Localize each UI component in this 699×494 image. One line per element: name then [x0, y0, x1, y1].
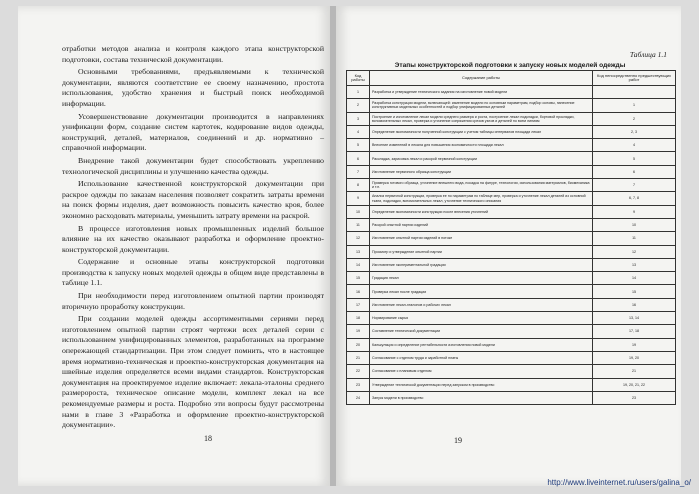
row-code: 5: [347, 139, 370, 152]
row-predecessors: [593, 86, 676, 99]
row-content: Согласование с отделом труда и заработной платы: [370, 351, 593, 364]
paragraph: Основными требованиями, предъявляемыми к технической документации, являются соответствие ее своему назначению, простота использования, удобство хранения и быстрый поиск необходимой информации.: [62, 67, 324, 108]
row-predecessors: 23: [593, 391, 676, 404]
row-predecessors: 1: [593, 99, 676, 112]
row-code: 2: [347, 99, 370, 112]
header-code: Код работы: [347, 71, 370, 86]
row-code: 11: [347, 218, 370, 231]
row-predecessors: 12: [593, 245, 676, 258]
row-predecessors: 14: [593, 272, 676, 285]
row-code: 14: [347, 258, 370, 271]
paragraph: При необходимости перед изготовлением опытной партии производят вторичную проработку конструкции.: [62, 291, 324, 311]
row-predecessors: 16: [593, 298, 676, 311]
table-row: [347, 378, 676, 391]
row-code: 9: [347, 192, 370, 205]
row-content: Запуск модели в производство: [370, 391, 593, 404]
table-row: [347, 312, 676, 325]
row-predecessors: 7: [593, 179, 676, 192]
table-row: [347, 112, 676, 125]
row-code: 18: [347, 312, 370, 325]
row-content: Изготовление экспериментальной градации: [370, 258, 593, 271]
table-row: [347, 365, 676, 378]
table-row: [347, 351, 676, 364]
row-code: 16: [347, 285, 370, 298]
row-code: 20: [347, 338, 370, 351]
row-content: Определение экономичности конструкции после внесения уточнений: [370, 205, 593, 218]
row-predecessors: 11: [593, 232, 676, 245]
table-row: [347, 232, 676, 245]
row-code: 7: [347, 165, 370, 178]
row-predecessors: 9: [593, 205, 676, 218]
left-page: [18, 6, 330, 486]
row-content: Утверждение технической документации перед запуском в производство: [370, 378, 593, 391]
row-code: 13: [347, 245, 370, 258]
table-row: [347, 205, 676, 218]
paragraph: При создании моделей одежды ассортиментными сериями перед изготовлением опытной партии строят чертежи всех деталей серии с использованием унифицированных элементов, разработанных на программе опережающей стандартизации. При этом следует помнить, что в настоящее время нормативно-техническая и проектно-конструкторская документация на швейные изделия определяется всеми видами стандартов. Конструкторская документация на проектируемое изделие включает: лекала-эталоны среднего размероростa, техническое описание модели, комплект лекал на все рекомендуемые размеры и роста. Подробно эти вопросы будут рассмотрены нами в главе 3 «Разработка и оформление проектно-конструкторской документации».: [62, 314, 324, 430]
row-code: 21: [347, 351, 370, 364]
table-row: [347, 391, 676, 404]
row-predecessors: 6: [593, 165, 676, 178]
left-page-text: [62, 44, 324, 433]
row-content: Просмотр и утверждение опытной партии: [370, 245, 593, 258]
row-content: Согласование с плановым отделом: [370, 365, 593, 378]
table-row: [347, 325, 676, 338]
table-label: Таблица 1.1: [629, 50, 667, 59]
row-code: 8: [347, 179, 370, 192]
page-number: 19: [454, 436, 462, 445]
row-content: Анализ первичной конструкции, проверка ее по параметрам по таблице мер, проверка и уточнение лекал деталей из основной ткани, подкладки, вспомогательных лекал, уточнение технического описания: [370, 192, 593, 205]
table-title: Этапы конструкторской подготовки к запуску новых моделей одежды: [394, 62, 626, 69]
row-content: Внесение изменений в лекала для повышения экономичности площади лекал: [370, 139, 593, 152]
paragraph: отработки методов анализа и контроля каждого этапа конструкторской подготовки, состава технической документации.: [62, 44, 324, 64]
row-predecessors: 19, 20, 21, 22: [593, 378, 676, 391]
table-row: [347, 139, 676, 152]
row-code: 22: [347, 365, 370, 378]
table-row: [347, 258, 676, 271]
row-code: 3: [347, 112, 370, 125]
row-content: Примерка готового образца, уточнение внешнего вида, посадка на фигуре, технологии, использования материалов, биомеханика и т.п.: [370, 179, 593, 192]
table-row: [347, 152, 676, 165]
row-predecessors: 13, 14: [593, 312, 676, 325]
table-row: [347, 99, 676, 112]
row-predecessors: 5: [593, 152, 676, 165]
row-code: 6: [347, 152, 370, 165]
row-predecessors: 2: [593, 112, 676, 125]
row-content: Построение и изготовление лекал модели среднего размера и роста, построение лекал подкладки, бортовой прокладки, вспомогательных лекал, проверка и уточнение сопряжения срезов узлов и деталей по всем линиям: [370, 112, 593, 125]
row-code: 23: [347, 378, 370, 391]
row-code: 1: [347, 86, 370, 99]
table-row: [347, 86, 676, 99]
table-row: [347, 285, 676, 298]
paragraph: Внедрение такой документации будет способствовать укреплению технологической дисциплины и улучшению качества одежды.: [62, 155, 324, 176]
row-code: 12: [347, 232, 370, 245]
table-row: [347, 272, 676, 285]
table-row: [347, 165, 676, 178]
row-predecessors: 21: [593, 365, 676, 378]
table-row: [347, 192, 676, 205]
row-code: 19: [347, 325, 370, 338]
header-content: Содержание работы: [370, 71, 593, 86]
row-predecessors: 15: [593, 285, 676, 298]
row-content: Изготовление опытной партии изделий в потоке: [370, 232, 593, 245]
row-code: 24: [347, 391, 370, 404]
row-content: Проверка лекал после градации: [370, 285, 593, 298]
row-predecessors: 19, 20: [593, 351, 676, 364]
row-content: Изготовление лекал-эталонов и рабочих лекал: [370, 298, 593, 311]
stages-table: [346, 70, 676, 405]
source-url: http://www.liveinternet.ru/users/galina_o/: [547, 478, 691, 487]
row-code: 17: [347, 298, 370, 311]
table-row: [347, 179, 676, 192]
table-row: [347, 125, 676, 138]
table-row: [347, 245, 676, 258]
row-predecessors: 10: [593, 218, 676, 231]
row-content: Изготовление первичного образца конструкции: [370, 165, 593, 178]
paragraph: Использование качественной конструкторской документации при раскрое одежды по заказам населения позволяет сократить затраты времени на поиск формы изделия, дает возможность повысить качество кроя, более экономно расходовать материалы, уменьшить затрату времени на раскрой.: [62, 179, 324, 220]
row-content: Раскладка, зарисовка лекал и раскрой первичной конструкции: [370, 152, 593, 165]
table-row: [347, 338, 676, 351]
row-predecessors: 4: [593, 139, 676, 152]
table-header-row: [347, 71, 676, 86]
row-content: Нормирование сырья: [370, 312, 593, 325]
row-code: 10: [347, 205, 370, 218]
table-row: [347, 218, 676, 231]
row-predecessors: 19: [593, 338, 676, 351]
table-row: [347, 298, 676, 311]
row-content: Составление технической документации: [370, 325, 593, 338]
row-content: Калькуляция и определение рентабельности изготовления новой модели: [370, 338, 593, 351]
row-content: Определение экономичности полученной конструкции с учетом таблицы интервалов площади лекал: [370, 125, 593, 138]
paragraph: Содержание и основные этапы конструкторской подготовки производства к запуску новых моделей одежды в общем виде представлены в таблице 1.1.: [62, 257, 324, 288]
row-predecessors: 2, 3: [593, 125, 676, 138]
row-content: Разработка конструкции модели, включающей: изменение модели по основным параметрам, подбор основы, нанесение конструктивных модельных особенностей и подбор унифицированных деталей: [370, 99, 593, 112]
row-code: 15: [347, 272, 370, 285]
row-content: Разработка и утверждение технического задания на изготовление новой модели: [370, 86, 593, 99]
right-page: [336, 6, 681, 486]
page-number: 18: [204, 434, 212, 443]
row-predecessors: 17, 18: [593, 325, 676, 338]
row-code: 4: [347, 125, 370, 138]
header-predecessors: Код непосредственно предшествующих работ: [593, 71, 676, 86]
paragraph: Усовершенствование документации производится в направлениях унификации форм, создание систем картотек, кодирование видов одежды, конструкций, деталей, материалов, соединений и др. нормативно – справочной информации.: [62, 111, 324, 153]
row-content: Раскрой опытной партии изделий: [370, 218, 593, 231]
row-predecessors: 13: [593, 258, 676, 271]
row-content: Градация лекал: [370, 272, 593, 285]
paragraph: В процессе изготовления новых промышленных изделий большое влияние на их качество оказывают разработка и оформление проектно-конструкторской документации.: [62, 223, 324, 254]
row-predecessors: 6, 7, 8: [593, 192, 676, 205]
